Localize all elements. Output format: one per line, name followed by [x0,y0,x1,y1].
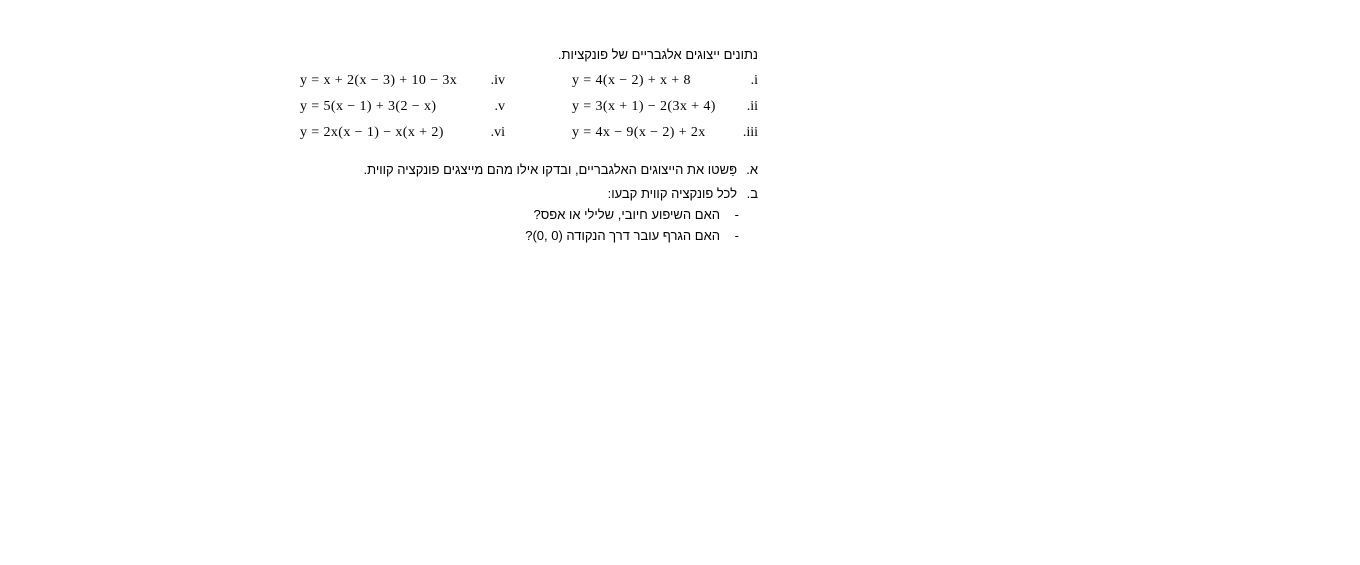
function-label-i: .i [750,73,758,88]
question-b-marker: ב. [746,186,758,201]
function-label-v: .v [494,99,505,114]
function-expr-iii: y = 4x − 9(x − 2) + 2x [572,125,706,140]
function-expr-i: y = 4(x − 2) + x + 8 [572,73,691,88]
function-expr-ii: y = 3(x + 1) − 2(3x + 4) [572,99,716,114]
intro-text: נתונים ייצוגים אלגבריים של פונקציות. [557,47,758,62]
function-expr-vi: y = 2x(x − 1) − x(x + 2) [300,125,444,140]
function-label-iii: .iii [742,125,758,140]
bullet-dash-2: - [734,228,739,243]
function-label-ii: .ii [746,99,758,114]
function-label-iv: .iv [490,73,505,88]
function-expr-v: y = 5(x − 1) + 3(2 − x) [300,99,437,114]
bullet-text-origin: האם הגרף עובר דרך הנקודה (0 ,0)? [525,228,720,243]
function-expr-iv: y = x + 2(x − 3) + 10 − 3x [300,73,458,88]
question-a-text: פַּשטו את הייצוגים האלגבריים, ובדקו אילו מהם מייצגים פונקציה קווית. [363,162,737,177]
bullet-text-slope: האם השיפוע חיובי, שלילי או אפס? [533,207,720,222]
question-a-marker: א. [746,162,758,177]
question-b-text: לכל פונקציה קווית קבעו: [607,186,737,201]
bullet-dash-1: - [734,207,739,222]
function-label-vi: .vi [490,125,505,140]
